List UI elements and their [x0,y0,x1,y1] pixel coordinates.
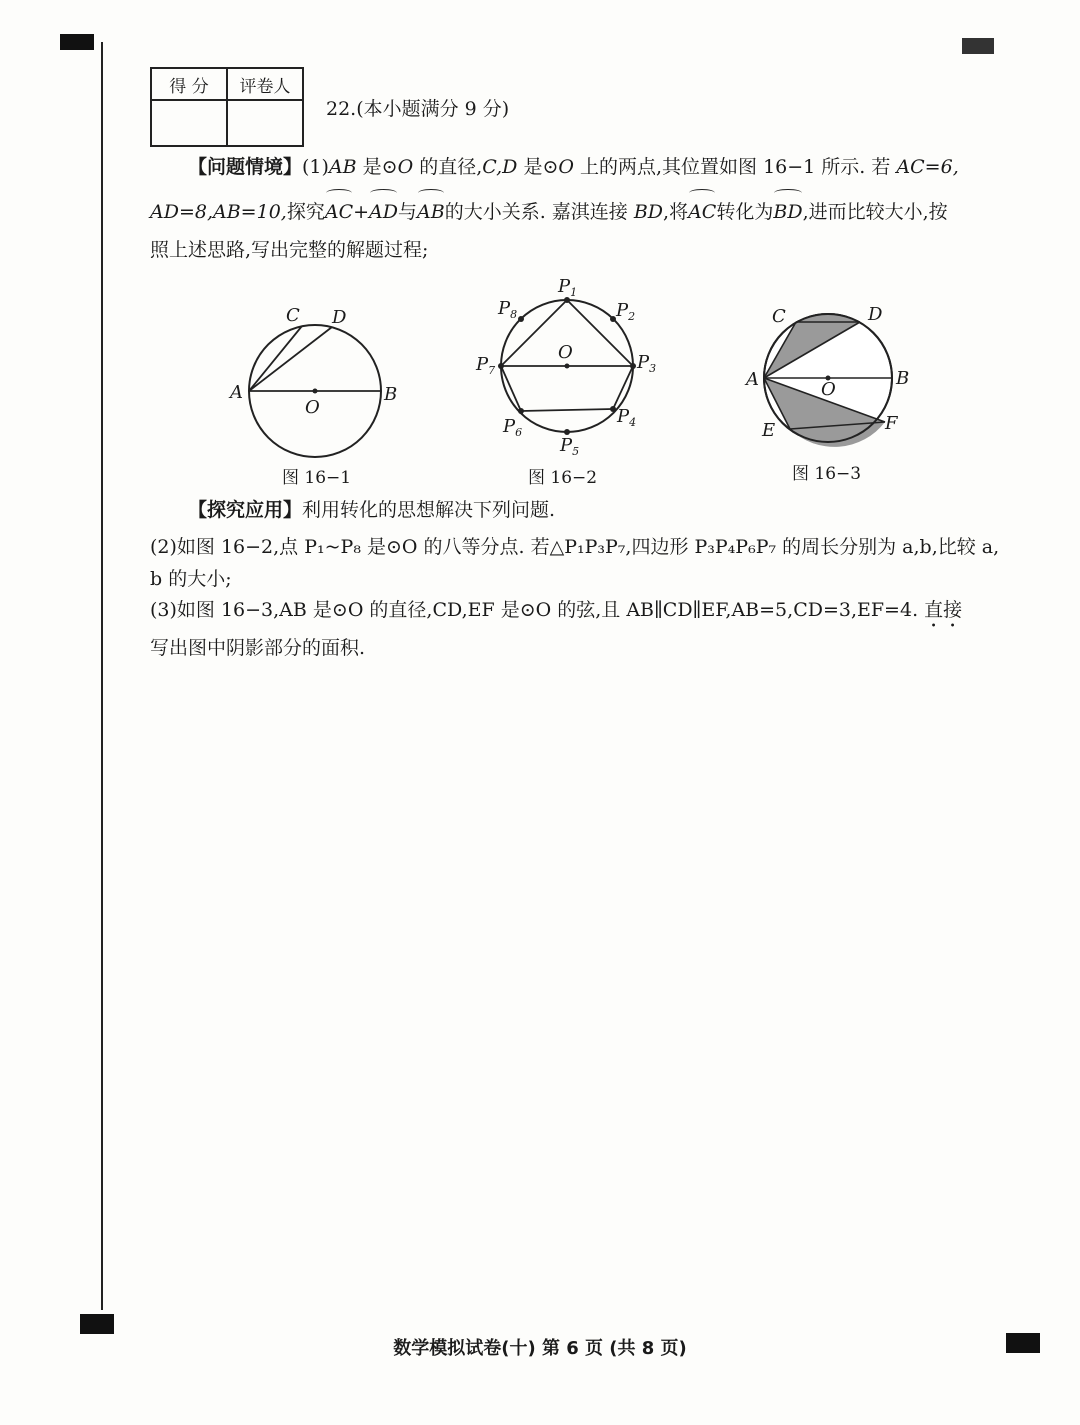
q3-line1: (3)如图 16−3,AB 是⊙O 的直径,CD,EF 是⊙O 的弦,且 AB∥CD∥EF,AB=5,CD=3,EF=4. [150,599,925,621]
binding-line [101,42,103,1310]
part1-text: 转化为 [716,201,774,223]
part1-text: O [397,156,414,178]
part1-text: O [558,156,574,178]
label-c: C [772,306,786,327]
arc-bd: BD [773,192,802,232]
binding-mark-bottom-left [80,1314,114,1334]
label-p7: $P_7$ [476,354,496,377]
label-p2: $P_2$ [616,300,636,323]
part1-text: ,进而比较大小,按 [802,201,948,223]
label-p5: $P_5$ [560,435,580,458]
score-cell[interactable] [151,100,227,146]
q3-line2: 写出图中阴影部分的面积. [150,637,366,659]
part1-line3: 照上述思路,写出完整的解题过程; [150,239,429,261]
figure-16-1 [220,295,410,470]
question-3 [150,590,1010,668]
label-p3: $P_3$ [637,352,657,375]
grader-cell[interactable] [227,100,303,146]
label-p6: $P_6$ [503,416,523,439]
q3-emphasis: 直接 [924,599,963,621]
label-b: B [384,384,398,405]
part1-text: 上的两点,其位置如图 16−1 所示. 若 [573,156,897,178]
part1-text: ,将 [663,201,689,223]
part1-text: 是⊙ [356,156,398,178]
part1-text: AD=8,AB=10, [150,201,287,223]
part1-paragraph [150,147,1010,187]
part1-line2 [150,192,1010,232]
label-p1: $P_1$ [558,276,578,299]
label-b: B [896,368,910,389]
label-d: D [868,304,883,325]
part1-text: (1) [302,156,329,178]
label-o: O [305,397,320,418]
grader-header: 评卷人 [227,68,303,100]
score-table [150,67,304,147]
corner-mark-top-right [962,38,994,54]
part1-text: 的直径, [413,156,483,178]
label-d: D [332,307,347,328]
part1-text: AC=6, [896,156,959,178]
label-c: C [286,305,300,326]
part1-text: 的大小关系. 嘉淇连接 [444,201,634,223]
q2-line1: (2)如图 16−2,点 P₁~P₈ 是⊙O 的八等分点. 若△P₁P₃P₇,四边形 P₃P₄P₆P₇ 的周长分别为 a,b,比较 a, [150,536,1000,558]
part1-tag: 【问题情境】 [188,156,303,178]
binding-mark-top-left [60,34,94,50]
page-footer: 数学模拟试卷(十) 第 6 页 (共 8 页) [393,1338,687,1359]
caption-16-3: 图 16−3 [792,464,862,484]
part1-text: 探究 [286,201,325,223]
part1-text: C,D [482,156,518,178]
q2-line2: b 的大小; [150,568,232,590]
score-header: 得 分 [151,68,227,100]
label-o: O [558,342,573,363]
arc-ad: AD [369,192,398,232]
part1-text: AB [328,156,357,178]
question-header: 22.(本小题满分 9 分) [326,98,510,120]
question-2 [150,527,1000,599]
arc-ab: AB [417,192,445,232]
explore-tag: 【探究应用】 [188,499,303,521]
part1-text: BD [633,201,664,223]
explore-paragraph [150,490,1010,530]
part1-text: 是⊙ [517,156,559,178]
explore-text: 利用转化的思想解决下列问题. [302,499,556,521]
label-o: O [821,379,836,400]
part1-text: + [353,201,370,223]
arc-ac: AC [688,192,716,232]
label-e: E [762,420,776,441]
caption-16-2: 图 16−2 [528,468,598,488]
figure-16-3 [735,290,935,460]
label-p4: $P_4$ [617,406,637,429]
caption-16-1: 图 16−1 [282,468,352,488]
label-f: F [885,413,898,434]
label-a: A [746,369,759,390]
label-p8: $P_8$ [498,298,518,321]
figure-16-2 [470,270,670,465]
part1-text: 与 [398,201,418,223]
arc-ac: AC [325,192,353,232]
label-a: A [230,382,243,403]
